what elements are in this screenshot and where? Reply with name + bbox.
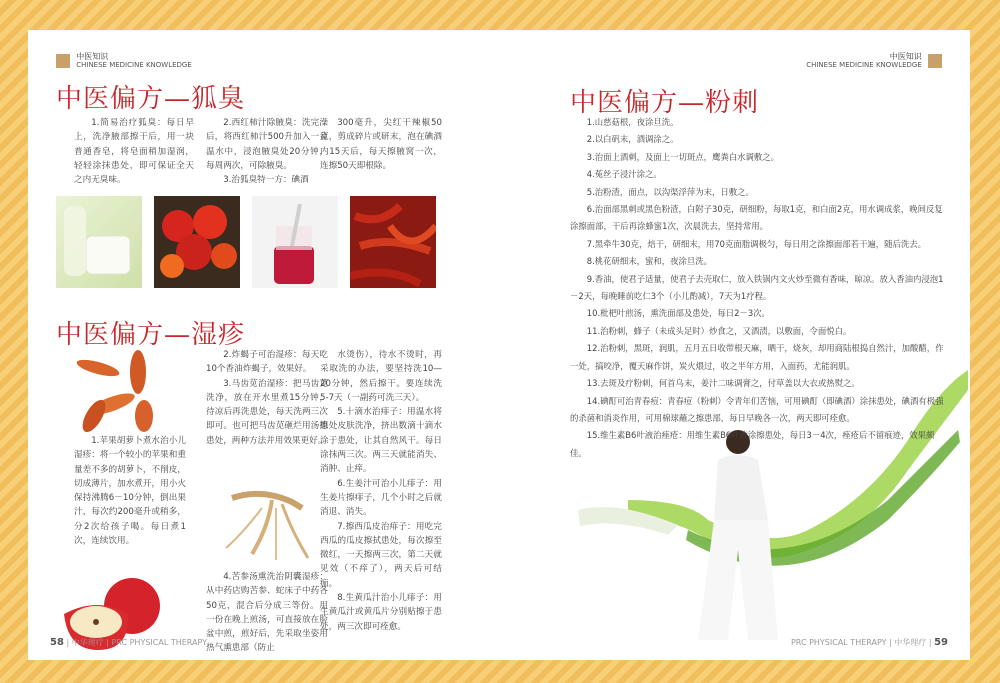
list-item: 6.治面部黑刺或黑色粉渣，白附子30克，研细粉，每取1克，和白面2克，用水调成浆，晚间反复涂擦面部，干后再涂蜂蜜1次，次晨洗去，坚持常用。 (570, 204, 943, 232)
chili-icon (350, 196, 436, 288)
paragraph: 2.西红柿汁除腋臭：洗完澡后，将西红柿汁500升加入一盆温水中，浸泡腋臭处20分钟，每周两次，可除腋臭。 (206, 118, 328, 171)
paragraph: 3.马齿苋治湿疹：把马齿苋洗净，放在开水里煮15分钟，待凉后再洗患处，每天洗两三次即可。也可把马齿苋砸烂用汤擦患处，两种方法并用效果更好。 (206, 378, 328, 446)
list-item: 8.桃花研细末，蜜和，夜涂旦洗。 (586, 256, 713, 267)
fox-odor-col3 (320, 116, 442, 173)
footer-left: 58 | 中华理疗 | PRC PHYSICAL THERAPY (50, 637, 208, 648)
paragraph: 1.苹果胡萝卜煮水治小儿湿疹：将一个较小的苹果和重量差不多的胡萝卜，不削皮，切成薄片，加水煮开，用小火保持沸腾6－10分钟，倒出果汁，每次约200毫升或稍多，分2次给孩子喝。每日煮1次，连续饮用。 (74, 436, 186, 547)
page-number: 58 (50, 637, 64, 648)
soap-photo (56, 196, 142, 288)
eczema-col2a (206, 348, 328, 448)
list-item: 2.以白矾末，酒调涂之。 (586, 134, 679, 145)
iodine-bottle-icon (252, 196, 338, 288)
right-page (498, 30, 970, 660)
header-brand-right (806, 52, 942, 70)
list-item: 3.治面上酒刺，及面上一切斑点，鹰粪白水调敷之。 (586, 151, 780, 162)
list-item: 4.菟丝子浸汁涂之。 (586, 169, 662, 180)
ginseng-icon (212, 478, 324, 562)
acne-title: 中医偏方—粉刺 (570, 88, 760, 118)
paragraph: 3.治狐臭特一方：碘酒 (223, 175, 309, 186)
list-item: 12.治粉刺，黑斑，润肌，五月五日收带根天麻，晒干，烧灰，却用商陆根捣自然汁，加酸醋，作一处，搞咬净，覆天麻作饼，炭火煨过，收之半年方用，入面药，尤能润肌。 (570, 343, 944, 371)
eczema-col3 (320, 348, 442, 634)
paragraph: 水烫伤），待水不烫时，再采取洗的办法，要坚持洗10—20分钟，然后擦干。要连续洗5-7天（一副药可洗三天）。 (320, 350, 442, 403)
paragraph: 8.生黄瓜汁治小儿痱子：用生黄瓜汁或黄瓜片分别贴擦于患处，两三次即可痊愈。 (320, 593, 442, 632)
carrot-photo (68, 346, 164, 438)
eczema-title: 中医偏方—湿疹 (56, 320, 246, 350)
list-item: 1.山慈菇根，夜涂旦洗。 (586, 117, 679, 127)
header-section: 中医知识 (76, 52, 109, 61)
fox-odor-col2 (206, 116, 328, 187)
header-section: 中医知识 (889, 52, 922, 61)
soap-icon (56, 196, 142, 288)
list-item: 14.碘酊可治青春痘：青春痘（粉刺）令青年们苦恼，可用碘酊（即碘酒）涂抹患处，碘酒有极强的杀菌和消炎作用，可用棉球蘸之擦患部，每日早晚各一次，两天即可痊愈。 (570, 395, 944, 423)
brand-logo-icon (928, 54, 942, 68)
eczema-col2b (206, 570, 328, 656)
paragraph: 5.十滴水治痱子：用温水将患处皮肤洗净，挤出数滴十滴水涂于患处，让其自然风干。每日涂抹两三次。两三天就能消失、消肿、止痒。 (320, 407, 442, 475)
fox-odor-col1 (74, 116, 194, 187)
iodine-photo (252, 196, 338, 288)
left-page (28, 30, 504, 660)
paragraph: 4.苦参汤熏洗治阴囊湿疹：从中药店购苦参、蛇床子中药各50克，混合后分成三等份。用一份在晚上煎汤，可直接放在脸盆中煎，煎好后，先采取坐姿用热气熏患部（防止 (206, 572, 328, 654)
paragraph: 2.炸蝎子可治湿疹：每天吃10个香油炸蝎子，效果好。 (206, 350, 328, 375)
brand-logo-icon (56, 54, 70, 68)
list-item: 13.去斑及疗粉刺，何首乌末，姜汁二味调膏之，付草盖以大衣或热熨之。 (586, 378, 860, 389)
list-item: 5.治粉渣，面点，以沟渠浮萍为末，日敷之。 (586, 186, 754, 197)
tomato-photo (154, 196, 240, 288)
list-item: 10.枇杷叶煎汤，熏洗面部及患处，每日2－3次。 (586, 308, 770, 319)
paragraph: 1.简易治疗狐臭：每日早上，洗净腋部擦干后，用一块普通香皂，将皂面稍加湿润，轻轻涂抹患处，即可保证全天之内无臭味。 (74, 118, 194, 186)
list-item: 9.香油，使君子适量，使君子去壳取仁，放入铁锅内文火炒至微有香味，晾凉。放入香油内浸泡1－2天，每晚睡前吃仁3个（小儿酌减），7天为1疗程。 (570, 273, 944, 302)
footer-magazine: 中华理疗 (71, 638, 104, 647)
list-item: 7.黑牵牛30克，焙干，研细末，用70克面脂调极匀，每日用之涂擦面部若干遍，随后洗去。 (586, 238, 926, 249)
footer-right: PRC PHYSICAL THERAPY | 中华理疗 | 59 (790, 637, 948, 648)
ginseng-photo (212, 478, 324, 562)
paragraph: 7.擦西瓜皮治痱子：用吃完西瓜的瓜皮擦拭患处，每次擦至微红，一天擦两三次，第二天就见效（不痒了），两天后可结痂。 (320, 521, 442, 589)
paragraph: 300毫升，尖红干辣椒50克，剪成碎片或研末，泡在碘酒内15天后，每天擦腋窝一次，连擦50天即根除。 (320, 118, 442, 171)
eczema-col1 (74, 434, 186, 548)
tomato-icon (154, 196, 240, 288)
footer-magazine: 中华理疗 (894, 638, 927, 647)
list-item: 15.维生素B6叶液治痤疮：用维生素B6叶液涂擦患处，每日3－4次，痤疮后不留痕迹，效果颇佳。 (570, 430, 935, 458)
header-brand-left (56, 52, 192, 70)
fox-odor-title: 中医偏方—狐臭 (56, 84, 246, 114)
footer-magazine-en: PRC PHYSICAL THERAPY (111, 638, 208, 647)
paragraph: 6.生姜汁可治小儿痱子：用生姜片擦痱子，几个小时之后就消退、消失。 (320, 478, 442, 518)
page-number: 59 (934, 637, 948, 648)
chili-photo (350, 196, 436, 288)
carrot-icon (68, 346, 164, 438)
header-section-en: CHINESE MEDICINE KNOWLEDGE (806, 61, 922, 69)
footer-magazine-en: PRC PHYSICAL THERAPY (790, 638, 887, 647)
acne-list (570, 114, 948, 462)
header-section-en: CHINESE MEDICINE KNOWLEDGE (76, 61, 192, 69)
list-item: 11.治粉刺，蜂子（未成头足时）炒食之，又酒渍，以敷面，令面悦白。 (586, 325, 852, 336)
